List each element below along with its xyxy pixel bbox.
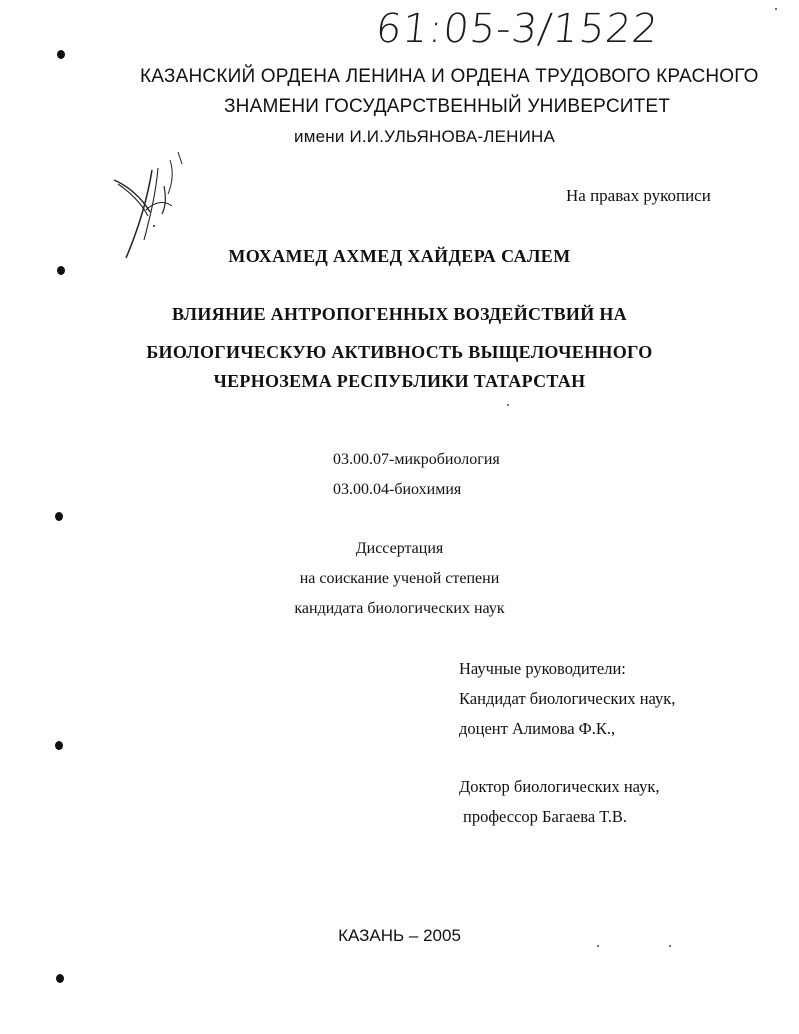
author-name: МОХАМЕД АХМЕД ХАЙДЕРА САЛЕМ (228, 246, 571, 266)
supervisor-2-degree: Доктор биологических наук, (459, 777, 660, 796)
punch-hole (57, 266, 65, 275)
university-line-1: КАЗАНСКИЙ ОРДЕНА ЛЕНИНА И ОРДЕНА ТРУДОВОГО КРАСНОГО (140, 66, 759, 87)
title-line-3: ЧЕРНОЗЕМА РЕСПУБЛИКИ ТАТАРСТАН (213, 371, 586, 391)
title-line-1: ВЛИЯНИЕ АНТРОПОГЕННЫХ ВОЗДЕЙСТВИЙ НА (172, 304, 627, 324)
university-line-2: ЗНАМЕНИ ГОСУДАРСТВЕННЫЙ УНИВЕРСИТЕТ (224, 96, 671, 117)
signature-mark (108, 150, 198, 260)
specialty-code: 03.00.04-биохимия (333, 481, 462, 498)
archive-number: 61:05-3/1522 (373, 6, 661, 52)
punch-hole (55, 741, 63, 750)
city-year: КАЗАНЬ – 2005 (338, 926, 461, 945)
supervisor-1-degree: Кандидат биологических наук, (459, 689, 676, 708)
supervisors-heading: Научные руководители: (459, 659, 626, 678)
punch-hole (56, 974, 64, 983)
title-line-2: БИОЛОГИЧЕСКУЮ АКТИВНОСТЬ ВЫЩЕЛОЧЕННОГО (146, 342, 653, 362)
scan-speck (507, 404, 509, 406)
degree-line: на соискание ученой степени (299, 570, 500, 587)
dissertation-label: Диссертация (355, 540, 444, 557)
punch-hole (55, 512, 63, 521)
punch-hole (57, 50, 65, 59)
degree-name: кандидата биологических наук (294, 600, 505, 617)
specialty-code: 03.00.07-микробиология (333, 451, 500, 468)
supervisor-2-name: профессор Багаева Т.В. (463, 807, 627, 826)
university-line-3: имени И.И.УЛЬЯНОВА-ЛЕНИНА (294, 127, 556, 146)
rights-notice: На правах рукописи (566, 186, 711, 205)
supervisor-1-name: доцент Алимова Ф.К., (459, 719, 616, 738)
scan-speck (775, 8, 777, 10)
